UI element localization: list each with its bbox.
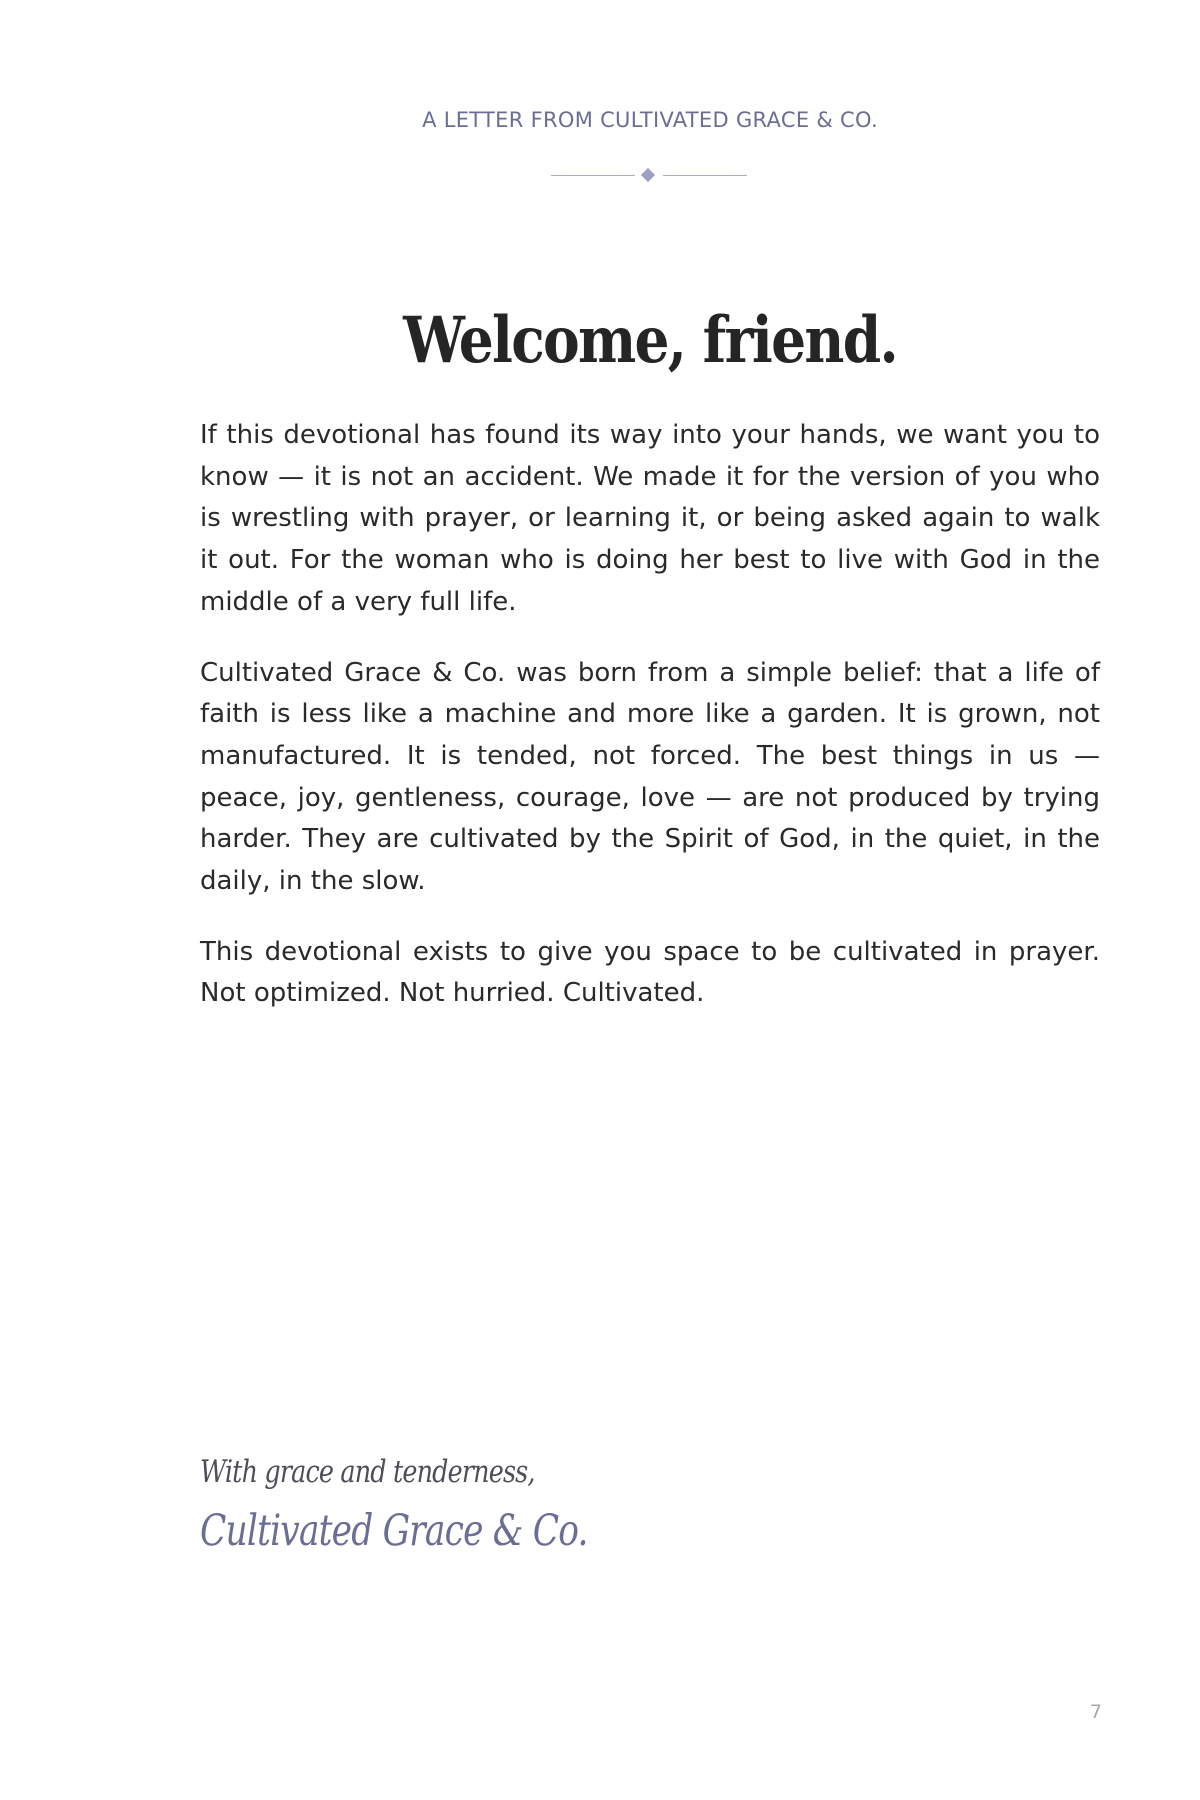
body-paragraph: If this devotional has found its way into your hands, we want you to know — it is not an accident. We made it for the version of you who is wrestling with prayer, or learning it, or being asked again to walk it out. For the woman who is doing her best to live with God in the middle of a very full life.: [200, 420, 1100, 617]
letter-eyebrow: A LETTER FROM CULTIVATED GRACE & CO.: [422, 108, 878, 132]
divider-line-right: [663, 175, 747, 176]
body-paragraph: This devotional exists to give you space to be cultivated in prayer. Not optimized. Not hurried. Cultivated.: [200, 936, 1100, 1009]
divider-ornament: [551, 168, 747, 182]
closing-salutation: With grace and tenderness,: [200, 1454, 535, 1490]
signature: Cultivated Grace & Co.: [200, 1506, 588, 1556]
page-number: 7: [1089, 1701, 1102, 1723]
divider-line-left: [551, 175, 635, 176]
page-title: Welcome, friend.: [403, 302, 897, 378]
diamond-icon: [641, 168, 655, 182]
body-paragraph: Cultivated Grace & Co. was born from a simple belief: that a life of faith is less like a machine and more like a garden. It is grown, not manufactured. It is tended, not forced. The best things in us — peace, joy, gentleness, courage, love — are not produced by trying harder. They are cultivated by the Spirit of God, in the quiet, in the daily, in the slow.: [200, 657, 1100, 897]
letter-body: [200, 415, 1100, 1044]
